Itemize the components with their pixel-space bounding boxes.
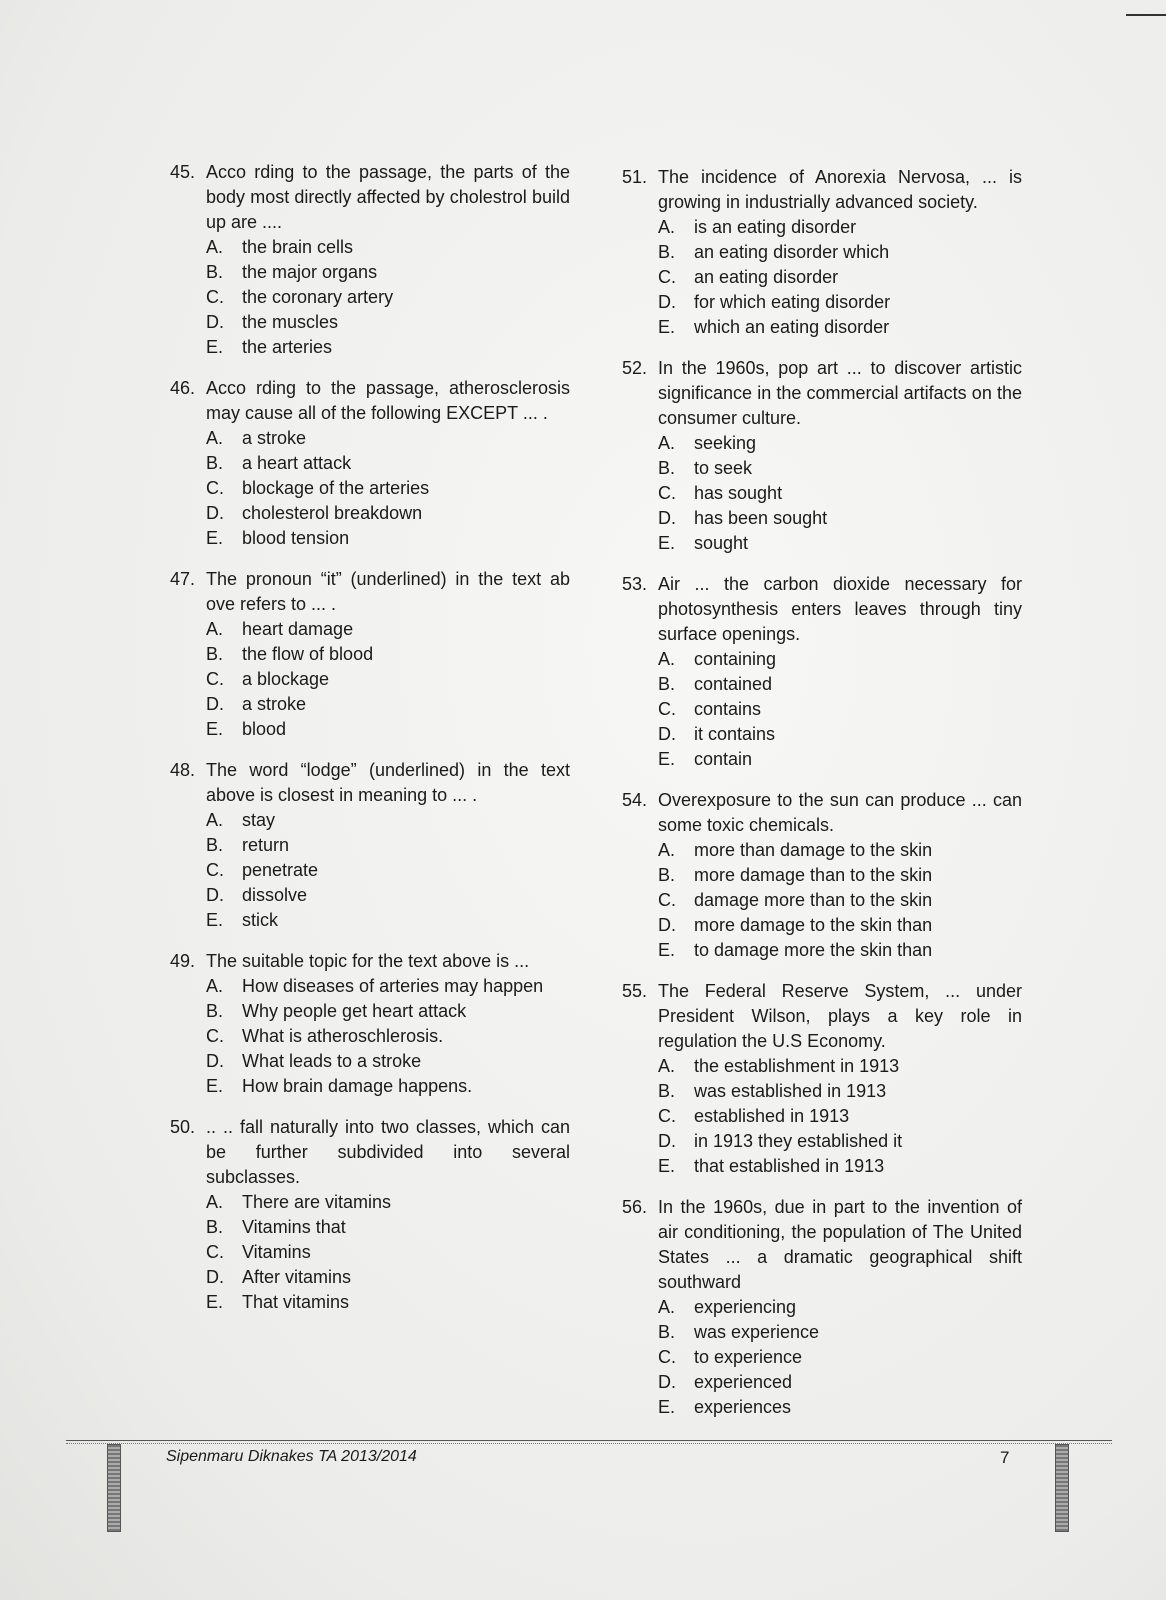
option-text: sought: [694, 533, 749, 553]
page-number: 7: [1000, 1448, 1010, 1467]
answer-options: [658, 647, 1022, 772]
option-letter: D.: [658, 508, 676, 528]
answer-option: [658, 1320, 1022, 1345]
option-text: has sought: [694, 483, 783, 503]
answer-option: [658, 1079, 1022, 1104]
option-text: the coronary artery: [242, 287, 394, 307]
option-letter: E.: [658, 1156, 676, 1176]
option-text: contained: [694, 674, 773, 694]
question-number: 50.: [170, 1117, 196, 1137]
option-text: an eating disorder: [694, 267, 839, 287]
answer-option: [206, 667, 570, 692]
question-stem: [170, 1115, 570, 1190]
option-text: more damage than to the skin: [694, 865, 933, 885]
option-letter: A.: [206, 810, 224, 830]
option-letter: E.: [206, 910, 224, 930]
option-text: a blockage: [242, 669, 330, 689]
question-stem: [622, 165, 1022, 215]
option-text: to damage more the skin than: [694, 940, 933, 960]
question-stem: [622, 1195, 1022, 1295]
question-stem: [170, 949, 570, 974]
question-text: In the 1960s, pop art ... to discover artistic significance in the commercial artifacts on the consumer culture.: [658, 358, 1022, 428]
option-letter: B.: [658, 242, 676, 262]
option-text: it contains: [694, 724, 776, 744]
answer-option: [206, 974, 570, 999]
question: [170, 376, 570, 551]
option-text: blockage of the arteries: [242, 478, 430, 498]
option-letter: A.: [658, 1297, 676, 1317]
option-letter: A.: [658, 217, 676, 237]
answer-option: [658, 1395, 1022, 1420]
option-letter: E.: [206, 337, 224, 357]
option-letter: E.: [658, 940, 676, 960]
option-letter: B.: [658, 1322, 676, 1342]
option-letter: B.: [206, 1217, 224, 1237]
answer-option: [206, 426, 570, 451]
option-letter: A.: [206, 428, 224, 448]
answer-option: [206, 526, 570, 551]
answer-option: [658, 1129, 1022, 1154]
answer-option: [658, 747, 1022, 772]
option-letter: C.: [206, 1242, 224, 1262]
option-text: the major organs: [242, 262, 378, 282]
answer-option: [658, 838, 1022, 863]
answer-option: [206, 1265, 570, 1290]
answer-option: [206, 1190, 570, 1215]
answer-option: [206, 310, 570, 335]
option-text: a stroke: [242, 428, 307, 448]
answer-option: [206, 692, 570, 717]
question-number: 48.: [170, 760, 196, 780]
option-text: Vitamins: [242, 1242, 311, 1262]
question-text: .. .. fall naturally into two classes, which can be further subdivided into several subclasses.: [206, 1117, 570, 1187]
answer-option: [658, 431, 1022, 456]
option-letter: A.: [206, 237, 224, 257]
option-letter: D.: [206, 1267, 224, 1287]
answer-options: [206, 617, 570, 742]
question: [622, 165, 1022, 340]
option-letter: C.: [206, 478, 224, 498]
question-number: 45.: [170, 162, 196, 182]
question-number: 51.: [622, 167, 648, 187]
option-text: the arteries: [242, 337, 333, 357]
answer-option: [658, 1154, 1022, 1179]
option-text: the muscles: [242, 312, 339, 332]
answer-option: [206, 1290, 570, 1315]
option-letter: A.: [658, 840, 676, 860]
option-text: a stroke: [242, 694, 307, 714]
question: [170, 160, 570, 360]
option-letter: E.: [206, 1076, 224, 1096]
option-letter: C.: [658, 267, 676, 287]
question: [622, 356, 1022, 556]
option-letter: D.: [206, 694, 224, 714]
option-letter: E.: [658, 749, 676, 769]
answer-option: [206, 260, 570, 285]
option-letter: B.: [206, 453, 224, 473]
question-text: The incidence of Anorexia Nervosa, ... is growing in industrially advanced society.: [658, 167, 1022, 212]
answer-option: [658, 1104, 1022, 1129]
answer-option: [658, 315, 1022, 340]
answer-option: [658, 240, 1022, 265]
option-text: contain: [694, 749, 753, 769]
question-number: 54.: [622, 790, 648, 810]
option-text: What leads to a stroke: [242, 1051, 422, 1071]
answer-option: [658, 672, 1022, 697]
answer-options: [206, 235, 570, 360]
left-column: [170, 160, 570, 1331]
question: [170, 758, 570, 933]
question-number: 46.: [170, 378, 196, 398]
option-text: the establishment in 1913: [694, 1056, 900, 1076]
option-letter: D.: [206, 312, 224, 332]
option-letter: A.: [206, 619, 224, 639]
question-number: 55.: [622, 981, 648, 1001]
option-text: to seek: [694, 458, 753, 478]
question: [622, 1195, 1022, 1420]
answer-option: [206, 1049, 570, 1074]
option-text: stick: [242, 910, 278, 930]
option-text: dissolve: [242, 885, 308, 905]
option-text: was established in 1913: [694, 1081, 887, 1101]
option-text: seeking: [694, 433, 757, 453]
option-text: damage more than to the skin: [694, 890, 933, 910]
option-text: cholesterol breakdown: [242, 503, 423, 523]
footer-bar-right: [1055, 1444, 1069, 1532]
option-letter: D.: [658, 1372, 676, 1392]
answer-option: [658, 506, 1022, 531]
answer-option: [658, 215, 1022, 240]
option-text: experiencing: [694, 1297, 797, 1317]
question-text: The suitable topic for the text above is ...: [206, 951, 530, 971]
option-letter: E.: [206, 1292, 224, 1312]
option-letter: B.: [206, 835, 224, 855]
question: [622, 788, 1022, 963]
option-letter: A.: [658, 1056, 676, 1076]
option-text: was experience: [694, 1322, 820, 1342]
option-letter: B.: [658, 865, 676, 885]
answer-option: [206, 451, 570, 476]
option-text: a heart attack: [242, 453, 352, 473]
option-letter: C.: [658, 483, 676, 503]
option-letter: C.: [658, 699, 676, 719]
answer-option: [206, 1215, 570, 1240]
answer-option: [206, 908, 570, 933]
question-number: 47.: [170, 569, 196, 589]
option-letter: B.: [206, 644, 224, 664]
question-stem: [170, 758, 570, 808]
answer-option: [206, 235, 570, 260]
question-stem: [622, 788, 1022, 838]
answer-option: [206, 833, 570, 858]
option-letter: B.: [658, 458, 676, 478]
option-letter: C.: [658, 1347, 676, 1367]
question-text: Acco rding to the passage, the parts of the body most directly affected by cholestrol build up are ....: [206, 162, 570, 232]
answer-option: [658, 722, 1022, 747]
option-letter: C.: [206, 669, 224, 689]
option-text: After vitamins: [242, 1267, 352, 1287]
option-text: experiences: [694, 1397, 792, 1417]
option-text: return: [242, 835, 290, 855]
question-stem: [622, 356, 1022, 431]
option-text: containing: [694, 649, 777, 669]
question: [170, 949, 570, 1099]
option-text: heart damage: [242, 619, 354, 639]
answer-options: [206, 1190, 570, 1315]
footer-title: Sipenmaru Diknakes TA 2013/2014: [166, 1448, 417, 1465]
question-number: 49.: [170, 951, 196, 971]
answer-options: [206, 808, 570, 933]
answer-option: [206, 285, 570, 310]
question: [170, 567, 570, 742]
option-letter: C.: [206, 860, 224, 880]
option-text: more than damage to the skin: [694, 840, 933, 860]
option-letter: E.: [658, 317, 676, 337]
option-text: in 1913 they established it: [694, 1131, 903, 1151]
option-letter: B.: [658, 1081, 676, 1101]
option-text: contains: [694, 699, 762, 719]
option-text: Why people get heart attack: [242, 1001, 467, 1021]
option-text: for which eating disorder: [694, 292, 891, 312]
option-letter: A.: [206, 976, 224, 996]
option-text: There are vitamins: [242, 1192, 392, 1212]
answer-option: [206, 1024, 570, 1049]
question-text: The Federal Reserve System, ... under President Wilson, plays a key role in regulation the U.S Economy.: [658, 981, 1022, 1051]
option-letter: C.: [206, 287, 224, 307]
option-letter: B.: [658, 674, 676, 694]
option-letter: D.: [658, 915, 676, 935]
answer-option: [206, 858, 570, 883]
option-letter: D.: [658, 1131, 676, 1151]
answer-option: [206, 883, 570, 908]
option-text: penetrate: [242, 860, 319, 880]
option-text: How brain damage happens.: [242, 1076, 473, 1096]
answer-option: [658, 265, 1022, 290]
question: [622, 572, 1022, 772]
question-stem: [170, 567, 570, 617]
option-text: has been sought: [694, 508, 828, 528]
question-stem: [622, 979, 1022, 1054]
option-letter: C.: [206, 1026, 224, 1046]
answer-option: [658, 647, 1022, 672]
option-letter: B.: [206, 262, 224, 282]
option-text: that established in 1913: [694, 1156, 885, 1176]
footer-rule-dotted: [66, 1443, 1112, 1444]
answer-option: [658, 913, 1022, 938]
option-letter: A.: [658, 649, 676, 669]
option-text: experienced: [694, 1372, 793, 1392]
option-text: What is atheroschlerosis.: [242, 1026, 444, 1046]
option-letter: B.: [206, 1001, 224, 1021]
question-text: Air ... the carbon dioxide necessary for photosynthesis enters leaves through tiny surface openings.: [658, 574, 1022, 644]
answer-option: [658, 531, 1022, 556]
question-number: 53.: [622, 574, 648, 594]
corner-mark: [1126, 14, 1166, 16]
answer-option: [658, 1370, 1022, 1395]
answer-option: [206, 1240, 570, 1265]
answer-option: [206, 1074, 570, 1099]
question-text: In the 1960s, due in part to the invention of air conditioning, the population of The United States ... a dramatic geographical shift southward: [658, 1197, 1022, 1292]
answer-option: [206, 476, 570, 501]
answer-option: [206, 617, 570, 642]
option-text: more damage to the skin than: [694, 915, 933, 935]
option-letter: D.: [206, 1051, 224, 1071]
footer-rule: [66, 1440, 1112, 1441]
option-letter: A.: [658, 433, 676, 453]
answer-options: [658, 431, 1022, 556]
option-letter: E.: [658, 1397, 676, 1417]
answer-options: [658, 215, 1022, 340]
option-text: That vitamins: [242, 1292, 350, 1312]
question-text: The pronoun “it” (underlined) in the text ab ove refers to ... .: [206, 569, 570, 614]
option-letter: D.: [206, 503, 224, 523]
option-text: an eating disorder which: [694, 242, 890, 262]
answer-options: [658, 838, 1022, 963]
option-text: is an eating disorder: [694, 217, 857, 237]
option-text: the brain cells: [242, 237, 354, 257]
option-text: to experience: [694, 1347, 803, 1367]
answer-option: [206, 717, 570, 742]
answer-option: [658, 938, 1022, 963]
answer-option: [206, 999, 570, 1024]
answer-options: [206, 426, 570, 551]
answer-option: [658, 863, 1022, 888]
option-letter: C.: [658, 890, 676, 910]
option-text: How diseases of arteries may happen: [242, 976, 544, 996]
option-letter: C.: [658, 1106, 676, 1126]
option-letter: D.: [658, 724, 676, 744]
question-stem: [170, 160, 570, 235]
answer-option: [658, 888, 1022, 913]
question: [622, 979, 1022, 1179]
question-stem: [170, 376, 570, 426]
option-letter: E.: [206, 719, 224, 739]
answer-option: [658, 456, 1022, 481]
footer-bar-left: [107, 1444, 121, 1532]
answer-options: [658, 1054, 1022, 1179]
answer-option: [658, 1054, 1022, 1079]
option-text: Vitamins that: [242, 1217, 346, 1237]
answer-option: [658, 481, 1022, 506]
right-column: [622, 165, 1022, 1436]
answer-option: [206, 808, 570, 833]
question-number: 56.: [622, 1197, 648, 1217]
option-text: established in 1913: [694, 1106, 850, 1126]
option-text: the flow of blood: [242, 644, 374, 664]
question-number: 52.: [622, 358, 648, 378]
option-letter: D.: [206, 885, 224, 905]
option-text: blood tension: [242, 528, 350, 548]
question-stem: [622, 572, 1022, 647]
question-text: Acco rding to the passage, atherosclerosis may cause all of the following EXCEPT ... .: [206, 378, 570, 423]
option-text: stay: [242, 810, 276, 830]
answer-option: [206, 642, 570, 667]
option-text: blood: [242, 719, 287, 739]
answer-option: [206, 501, 570, 526]
answer-option: [658, 1345, 1022, 1370]
question-text: Overexposure to the sun can produce ... can some toxic chemicals.: [658, 790, 1022, 835]
question-text: The word “lodge” (underlined) in the text above is closest in meaning to ... .: [206, 760, 570, 805]
option-letter: D.: [658, 292, 676, 312]
answer-option: [658, 1295, 1022, 1320]
option-text: which an eating disorder: [694, 317, 890, 337]
answer-option: [658, 290, 1022, 315]
option-letter: A.: [206, 1192, 224, 1212]
option-letter: E.: [206, 528, 224, 548]
answer-options: [658, 1295, 1022, 1420]
answer-option: [206, 335, 570, 360]
question: [170, 1115, 570, 1315]
answer-option: [658, 697, 1022, 722]
option-letter: E.: [658, 533, 676, 553]
answer-options: [206, 974, 570, 1099]
